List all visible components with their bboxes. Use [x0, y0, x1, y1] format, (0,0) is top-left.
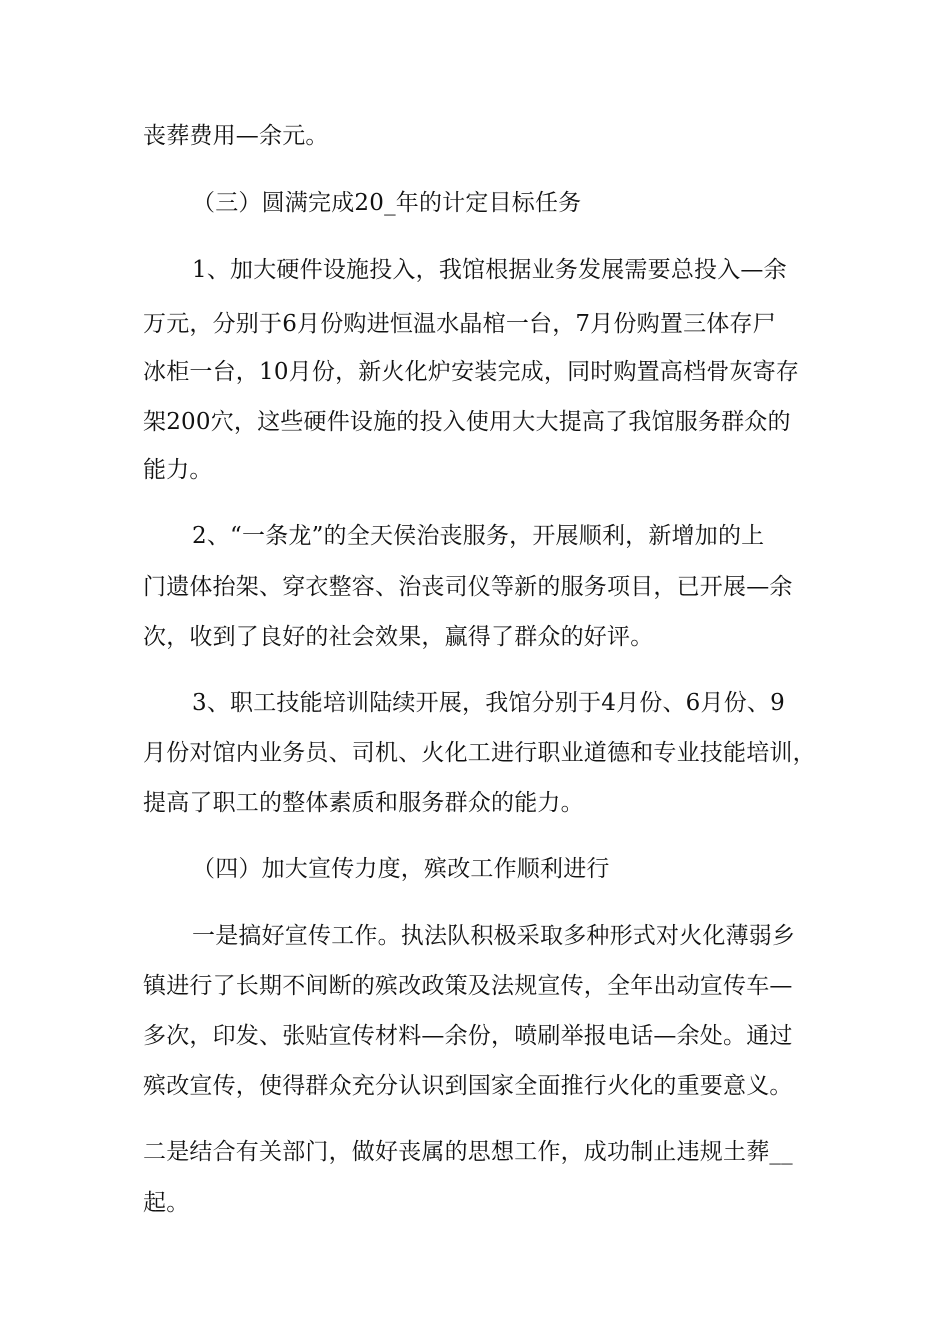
paragraph-line: 提高了职工的整体素质和服务群众的能力。	[143, 790, 584, 816]
paragraph-line: 起。	[143, 1190, 190, 1216]
paragraph-line: 镇进行了长期不间断的殡改政策及法规宣传，全年出动宣传车—	[143, 973, 793, 999]
section-heading: （四）加大宣传力度，殡改工作顺利进行	[192, 856, 610, 882]
section-heading: （三）圆满完成20_年的计定目标任务	[192, 190, 582, 216]
paragraph-line: 1、加大硬件设施投入，我馆根据业务发展需要总投入—余	[192, 257, 787, 283]
paragraph-line: 月份对馆内业务员、司机、火化工进行职业道德和专业技能培训，	[143, 740, 816, 766]
paragraph-line: 门遗体抬架、穿衣整容、治丧司仪等新的服务项目，已开展—余	[143, 574, 793, 600]
paragraph-line: 一是搞好宣传工作。执法队积极采取多种形式对火化薄弱乡	[192, 923, 796, 949]
paragraph-line: 二是结合有关部门，做好丧属的思想工作，成功制止违规土葬__	[143, 1139, 793, 1165]
paragraph-line: 冰柜一台，10月份，新火化炉安装完成，同时购置高档骨灰寄存	[143, 359, 800, 385]
paragraph-line: 3、职工技能培训陆续开展，我馆分别于4月份、6月份、9	[192, 690, 785, 716]
paragraph-line: 殡改宣传，使得群众充分认识到国家全面推行火化的重要意义。	[143, 1073, 793, 1099]
paragraph-line: 架200穴，这些硬件设施的投入使用大大提高了我馆服务群众的	[143, 409, 791, 435]
paragraph-line: 能力。	[143, 457, 213, 483]
paragraph-line: 丧葬费用—余元。	[143, 123, 329, 149]
paragraph-line: 多次，印发、张贴宣传材料—余份，喷刷举报电话—余处。通过	[143, 1023, 793, 1049]
paragraph-line: 万元，分别于6月份购进恒温水晶棺一台，7月份购置三体存尸	[143, 311, 776, 337]
paragraph-line: 次，收到了良好的社会效果，赢得了群众的好评。	[143, 624, 654, 650]
paragraph-line: 2、“一条龙”的全天侯治丧服务，开展顺利，新增加的上	[192, 523, 765, 549]
